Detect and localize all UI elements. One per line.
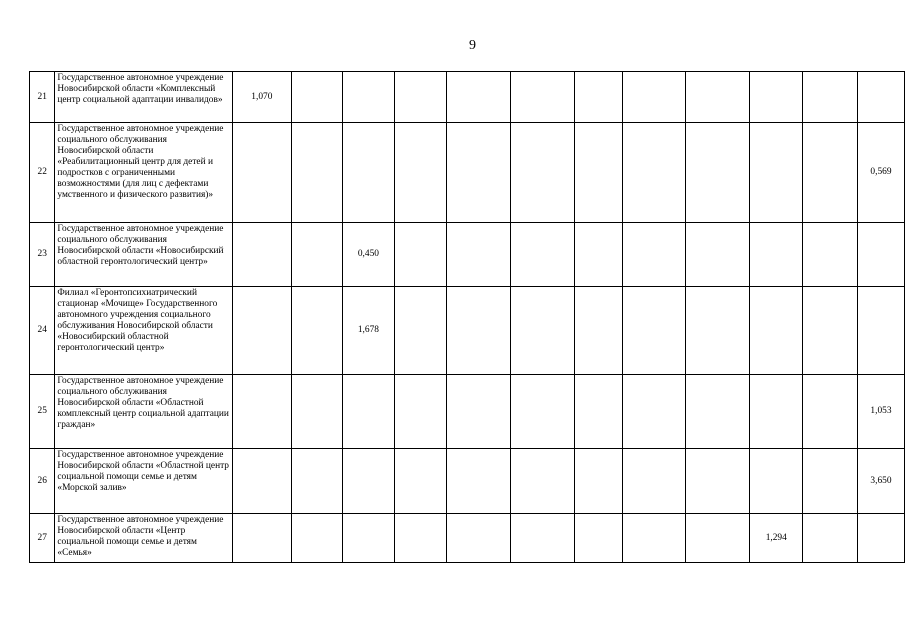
value-cell: 1,070 <box>232 72 291 123</box>
value-cell <box>343 72 395 123</box>
value-cell: 1,294 <box>750 514 803 563</box>
value-cell <box>292 223 343 287</box>
value-cell <box>446 449 510 514</box>
value-cell: 0,569 <box>857 123 904 223</box>
table-row <box>30 514 905 563</box>
value-cell <box>446 123 510 223</box>
value-cell <box>622 449 685 514</box>
value-cell <box>803 72 858 123</box>
value-cell <box>622 223 685 287</box>
value-cell <box>857 287 904 375</box>
value-cell <box>511 223 575 287</box>
value-cell <box>292 287 343 375</box>
value-cell <box>803 375 858 449</box>
value-cell <box>292 375 343 449</box>
value-cell <box>750 72 803 123</box>
value-cell <box>292 72 343 123</box>
row-number: 25 <box>30 375 55 449</box>
institution-name: Государственное автономное учреждение Новосибирской области «Центр социальной помощи семье и детям «Семья» <box>55 514 232 563</box>
value-cell: 0,450 <box>343 223 395 287</box>
value-cell <box>232 375 291 449</box>
value-cell <box>803 449 858 514</box>
institution-name: Филиал «Геронтопсихиатрический стационар «Мочище» Государственного автономного учреждения социального обслуживания Новосибирской области «Новосибирский областной геронтологический центр» <box>55 287 232 375</box>
value-cell: 1,678 <box>343 287 395 375</box>
value-cell <box>343 123 395 223</box>
institution-name: Государственное автономное учреждение социального обслуживания Новосибирской области «Новосибирский областной геронтологический центр» <box>55 223 232 287</box>
value-cell <box>394 375 446 449</box>
value-cell <box>575 123 622 223</box>
value-cell <box>446 72 510 123</box>
institution-name: Государственное автономное учреждение социального обслуживания Новосибирской области «Реабилитационный центр для детей и подростков с ограниченными возможностями (для лиц с дефектами умственного и физического развития)» <box>55 123 232 223</box>
row-number: 24 <box>30 287 55 375</box>
value-cell <box>292 514 343 563</box>
value-cell <box>232 514 291 563</box>
value-cell <box>686 123 750 223</box>
value-cell <box>511 72 575 123</box>
row-number: 21 <box>30 72 55 123</box>
value-cell <box>750 449 803 514</box>
value-cell <box>575 449 622 514</box>
value-cell <box>803 223 858 287</box>
value-cell <box>232 123 291 223</box>
value-cell <box>575 223 622 287</box>
value-cell <box>750 223 803 287</box>
value-cell <box>622 72 685 123</box>
value-cell <box>686 449 750 514</box>
value-cell <box>575 72 622 123</box>
value-cell <box>686 223 750 287</box>
value-cell <box>511 449 575 514</box>
value-cell <box>686 375 750 449</box>
value-cell: 1,053 <box>857 375 904 449</box>
institution-name: Государственное автономное учреждение Новосибирской области «Комплексный центр социальной адаптации инвалидов» <box>55 72 232 123</box>
value-cell <box>446 287 510 375</box>
value-cell <box>292 449 343 514</box>
table-row <box>30 287 905 375</box>
value-cell <box>343 375 395 449</box>
table-row <box>30 449 905 514</box>
value-cell: 3,650 <box>857 449 904 514</box>
value-cell <box>857 72 904 123</box>
value-cell <box>511 287 575 375</box>
value-cell <box>622 287 685 375</box>
row-number: 26 <box>30 449 55 514</box>
value-cell <box>686 72 750 123</box>
page-number: 9 <box>469 38 476 53</box>
value-cell <box>575 375 622 449</box>
value-cell <box>686 287 750 375</box>
value-cell <box>575 514 622 563</box>
value-cell <box>394 72 446 123</box>
institution-name: Государственное автономное учреждение социального обслуживания Новосибирской области «Областной комплексный центр социальной адаптации граждан» <box>55 375 232 449</box>
value-cell <box>511 514 575 563</box>
value-cell <box>750 123 803 223</box>
value-cell <box>343 514 395 563</box>
row-number: 22 <box>30 123 55 223</box>
value-cell <box>232 287 291 375</box>
value-cell <box>446 223 510 287</box>
institution-name: Государственное автономное учреждение Новосибирской области «Областной центр социальной помощи семье и детям «Морской залив» <box>55 449 232 514</box>
row-number: 27 <box>30 514 55 563</box>
value-cell <box>750 375 803 449</box>
value-cell <box>803 287 858 375</box>
value-cell <box>394 514 446 563</box>
value-cell <box>343 449 395 514</box>
value-cell <box>622 123 685 223</box>
value-cell <box>394 449 446 514</box>
value-cell <box>857 223 904 287</box>
value-cell <box>511 375 575 449</box>
value-cell <box>803 514 858 563</box>
value-cell <box>292 123 343 223</box>
table-row <box>30 223 905 287</box>
value-cell <box>857 514 904 563</box>
value-cell <box>803 123 858 223</box>
value-cell <box>511 123 575 223</box>
value-cell <box>622 514 685 563</box>
value-cell <box>394 287 446 375</box>
value-cell <box>232 449 291 514</box>
data-table <box>29 71 905 563</box>
value-cell <box>232 223 291 287</box>
table-row <box>30 123 905 223</box>
value-cell <box>394 223 446 287</box>
value-cell <box>686 514 750 563</box>
value-cell <box>575 287 622 375</box>
value-cell <box>446 375 510 449</box>
value-cell <box>750 287 803 375</box>
value-cell <box>394 123 446 223</box>
value-cell <box>622 375 685 449</box>
table-row <box>30 375 905 449</box>
row-number: 23 <box>30 223 55 287</box>
table-row <box>30 72 905 123</box>
value-cell <box>446 514 510 563</box>
